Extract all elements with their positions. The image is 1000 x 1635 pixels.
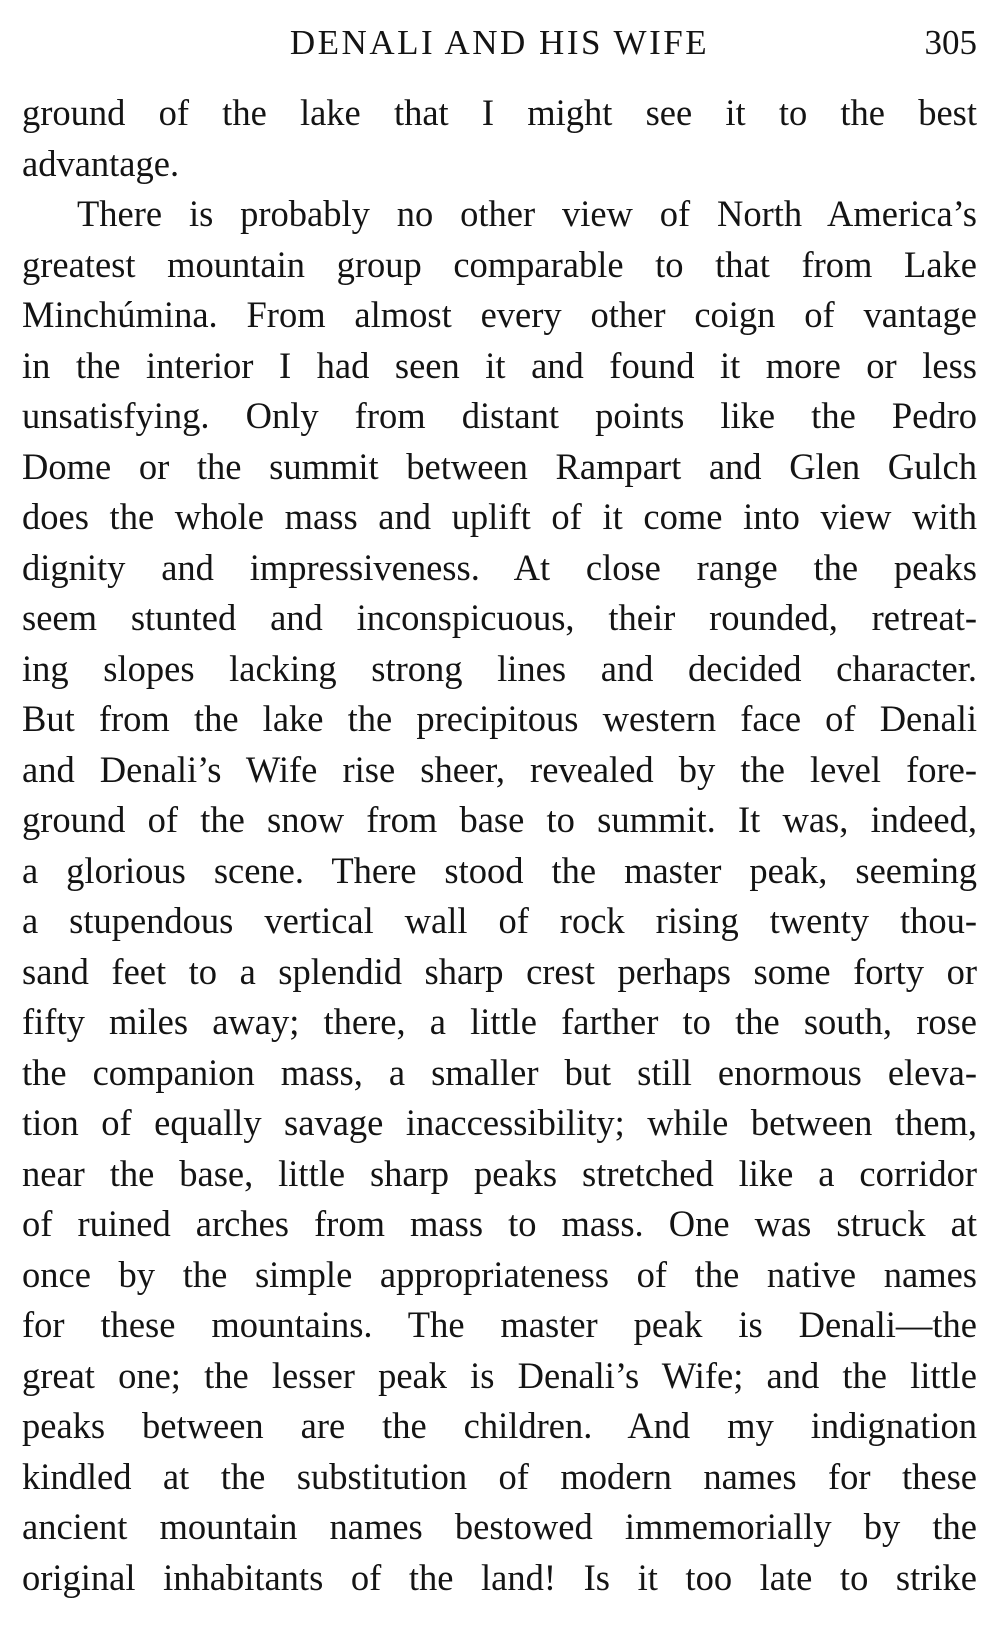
- text-line: seem stunted and inconspicuous, their rounded, retreat-: [22, 597, 977, 638]
- text-line: sand feet to a splendid sharp crest perhaps some forty or: [22, 950, 977, 992]
- text-line: ancient mountain names bestowed immemorially by the: [22, 1506, 977, 1547]
- body-text: [22, 88, 977, 1603]
- text-line: kindled at the substitution of modern names for these: [22, 1455, 977, 1497]
- text-line: a glorious scene. There stood the master peak, seeming: [22, 849, 977, 891]
- text-line: near the base, little sharp peaks stretched like a corridor: [22, 1152, 977, 1194]
- page-header: [22, 18, 977, 68]
- text-line: a stupendous vertical wall of rock rising twenty thou-: [22, 900, 977, 941]
- text-line: fifty miles away; there, a little farther to the south, rose: [22, 1001, 977, 1042]
- text-line: of ruined arches from mass to mass. One was struck at: [22, 1203, 977, 1244]
- text-line: greatest mountain group comparable to that from Lake: [22, 243, 977, 285]
- paragraph-first-line: There is probably no other view of North America’s: [77, 193, 977, 234]
- text-line: But from the lake the precipitous western face of Denali: [22, 698, 977, 739]
- page-number: 305: [924, 23, 977, 62]
- text-line: ground of the lake that I might see it to the best: [22, 92, 977, 133]
- text-line: peaks between are the children. And my indignation: [22, 1405, 977, 1446]
- text-line: unsatisfying. Only from distant points like the Pedro: [22, 395, 977, 436]
- text-line: does the whole mass and uplift of it come into view with: [22, 496, 977, 537]
- text-line: original inhabitants of the land! Is it too late to strike: [22, 1556, 977, 1598]
- text-line: Dome or the summit between Rampart and Glen Gulch: [22, 445, 977, 487]
- text-line: Minchúmina. From almost every other coign of vantage: [22, 294, 977, 335]
- running-title: DENALI AND HIS WIFE: [289, 23, 710, 62]
- text-line: great one; the lesser peak is Denali’s Wife; and the little: [22, 1354, 977, 1396]
- text-line: in the interior I had seen it and found it more or less: [22, 344, 977, 386]
- text-line: ground of the snow from base to summit. It was, indeed,: [22, 799, 977, 840]
- text-line: the companion mass, a smaller but still enormous eleva-: [22, 1051, 977, 1093]
- text-line: once by the simple appropriateness of the native names: [22, 1253, 977, 1295]
- text-line: tion of equally savage inaccessibility; while between them,: [22, 1102, 977, 1143]
- text-line: dignity and impressiveness. At close range the peaks: [22, 546, 977, 588]
- text-line: and Denali’s Wife rise sheer, revealed by the level fore-: [22, 748, 977, 790]
- text-line: advantage.: [22, 142, 180, 184]
- text-line: for these mountains. The master peak is Denali—the: [22, 1304, 977, 1345]
- text-line: ing slopes lacking strong lines and decided character.: [22, 647, 977, 689]
